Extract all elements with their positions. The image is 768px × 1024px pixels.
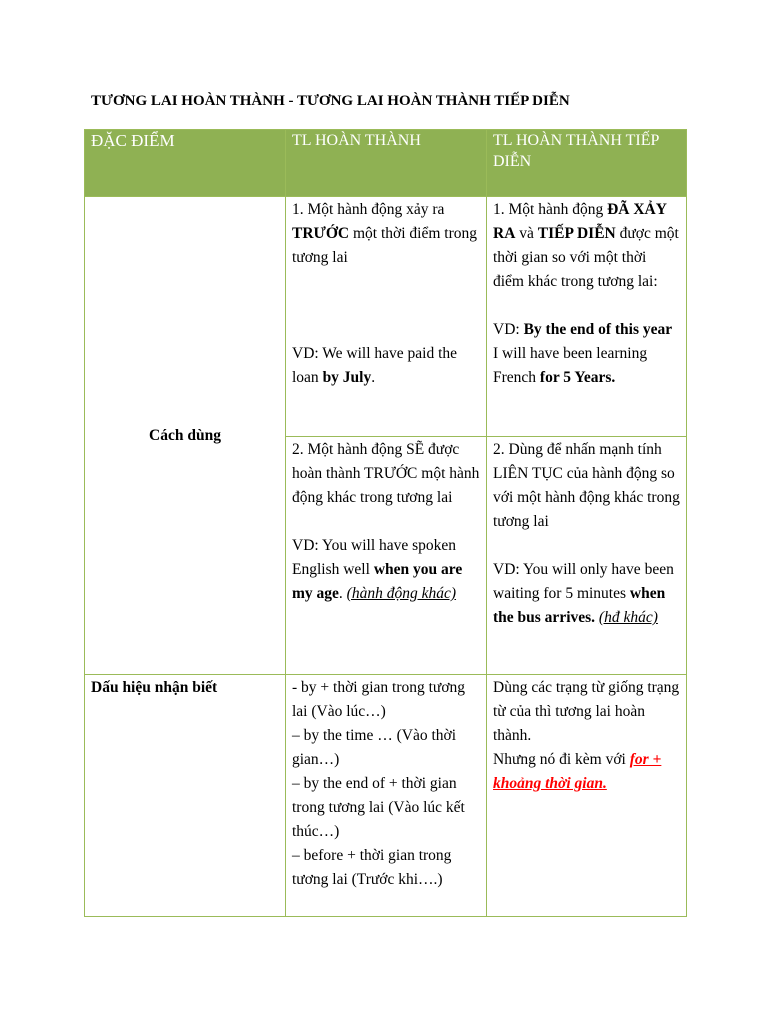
border (84, 196, 687, 197)
signals-continuous-text: Dùng các trạng từ giống trạng từ của thì tương lai hoàn thành. (493, 679, 680, 744)
border (84, 129, 85, 916)
text: và (515, 225, 538, 242)
usage-continuous-1-example (493, 318, 680, 390)
header-feature-label: ĐẶC ĐIỂM (91, 131, 175, 150)
border (285, 129, 286, 916)
page-title: TƯƠNG LAI HOÀN THÀNH - TƯƠNG LAI HOÀN THÀNH TIẾP DIỄN (91, 93, 570, 109)
text-underline: (hành động khác) (346, 585, 457, 602)
border (84, 129, 687, 130)
header-cell-continuous (486, 129, 686, 196)
usage-perfect-1-example (292, 342, 480, 390)
usage-continuous-2-text: 2. Dùng để nhấn mạnh tính LIÊN TỤC của hành động so với một hành động khác trong tương lai (493, 441, 680, 530)
text: . (338, 585, 347, 602)
signal-item: – before + thời gian trong tương lai (Trước khi….) (292, 847, 452, 888)
signal-item: – by the end of + thời gian trong tương lai (Vào lúc kết thúc…) (292, 775, 465, 840)
header-perfect-label: TL HOÀN THÀNH (292, 132, 421, 149)
text: một thời điểm trong tương lai (292, 225, 478, 266)
usage-continuous-2 (486, 436, 686, 674)
signal-item: - by + thời gian trong tương lai (Vào lúc…) (292, 679, 466, 720)
usage-perfect-1-text (292, 198, 480, 270)
text-bold: for 5 Years. (539, 369, 616, 386)
usage-perfect-1 (285, 196, 486, 436)
text: 1. Một hành động (493, 201, 608, 218)
usage-label: Cách dùng (149, 427, 221, 444)
border (84, 916, 687, 917)
usage-continuous-2-example (493, 558, 680, 630)
text-bold: By the end of this year (523, 321, 673, 338)
border (285, 436, 687, 437)
text: I will have been learning French (493, 345, 648, 386)
text: VD: You will have spoken English well (292, 537, 457, 578)
border (686, 129, 687, 916)
usage-continuous-1 (486, 196, 686, 436)
text: VD: We will have paid the loan (292, 345, 458, 386)
border (486, 129, 487, 916)
signals-continuous-note (493, 748, 680, 796)
signals-label: Dấu hiệu nhận biết (91, 679, 218, 696)
text-bold: by July (322, 369, 372, 386)
usage-perfect-2 (285, 436, 486, 674)
text: . (371, 369, 376, 386)
signals-label-cell (84, 674, 285, 916)
signals-perfect (285, 674, 486, 916)
text-bold: ĐÃ XẢY RA (493, 201, 667, 242)
signal-item: – by the time … (Vào thời gian…) (292, 727, 457, 768)
usage-perfect-2-text: 2. Một hành động SẼ được hoàn thành TRƯỚC một hành động khác trong tương lai (292, 441, 480, 506)
usage-continuous-1-text (493, 198, 680, 294)
text: VD: You will only have been waiting for 5 minutes (493, 561, 674, 602)
usage-perfect-2-example (292, 534, 480, 606)
header-continuous-label: TL HOÀN THÀNH TIẾP DIỄN (493, 132, 659, 170)
text-bold: when the bus arrives. (493, 585, 666, 626)
signals-continuous (486, 674, 686, 916)
text-highlight: for + khoảng thời gian. (493, 751, 662, 792)
text: được một thời gian so với một thời điểm khác trong tương lai: (493, 225, 679, 290)
text-bold: TRƯỚC (292, 225, 350, 242)
text: VD: (493, 321, 524, 338)
text-underline: (hđ khác) (598, 609, 658, 626)
header-cell-perfect (285, 129, 486, 196)
usage-label-cell (84, 196, 285, 674)
text: Nhưng nó đi kèm với (493, 751, 630, 768)
header-cell-feature (84, 129, 285, 196)
text-bold: when you are my age (292, 561, 463, 602)
text-bold: TIẾP DIỄN (537, 225, 616, 242)
text: 1. Một hành động xảy ra (292, 201, 445, 218)
border (84, 674, 687, 675)
